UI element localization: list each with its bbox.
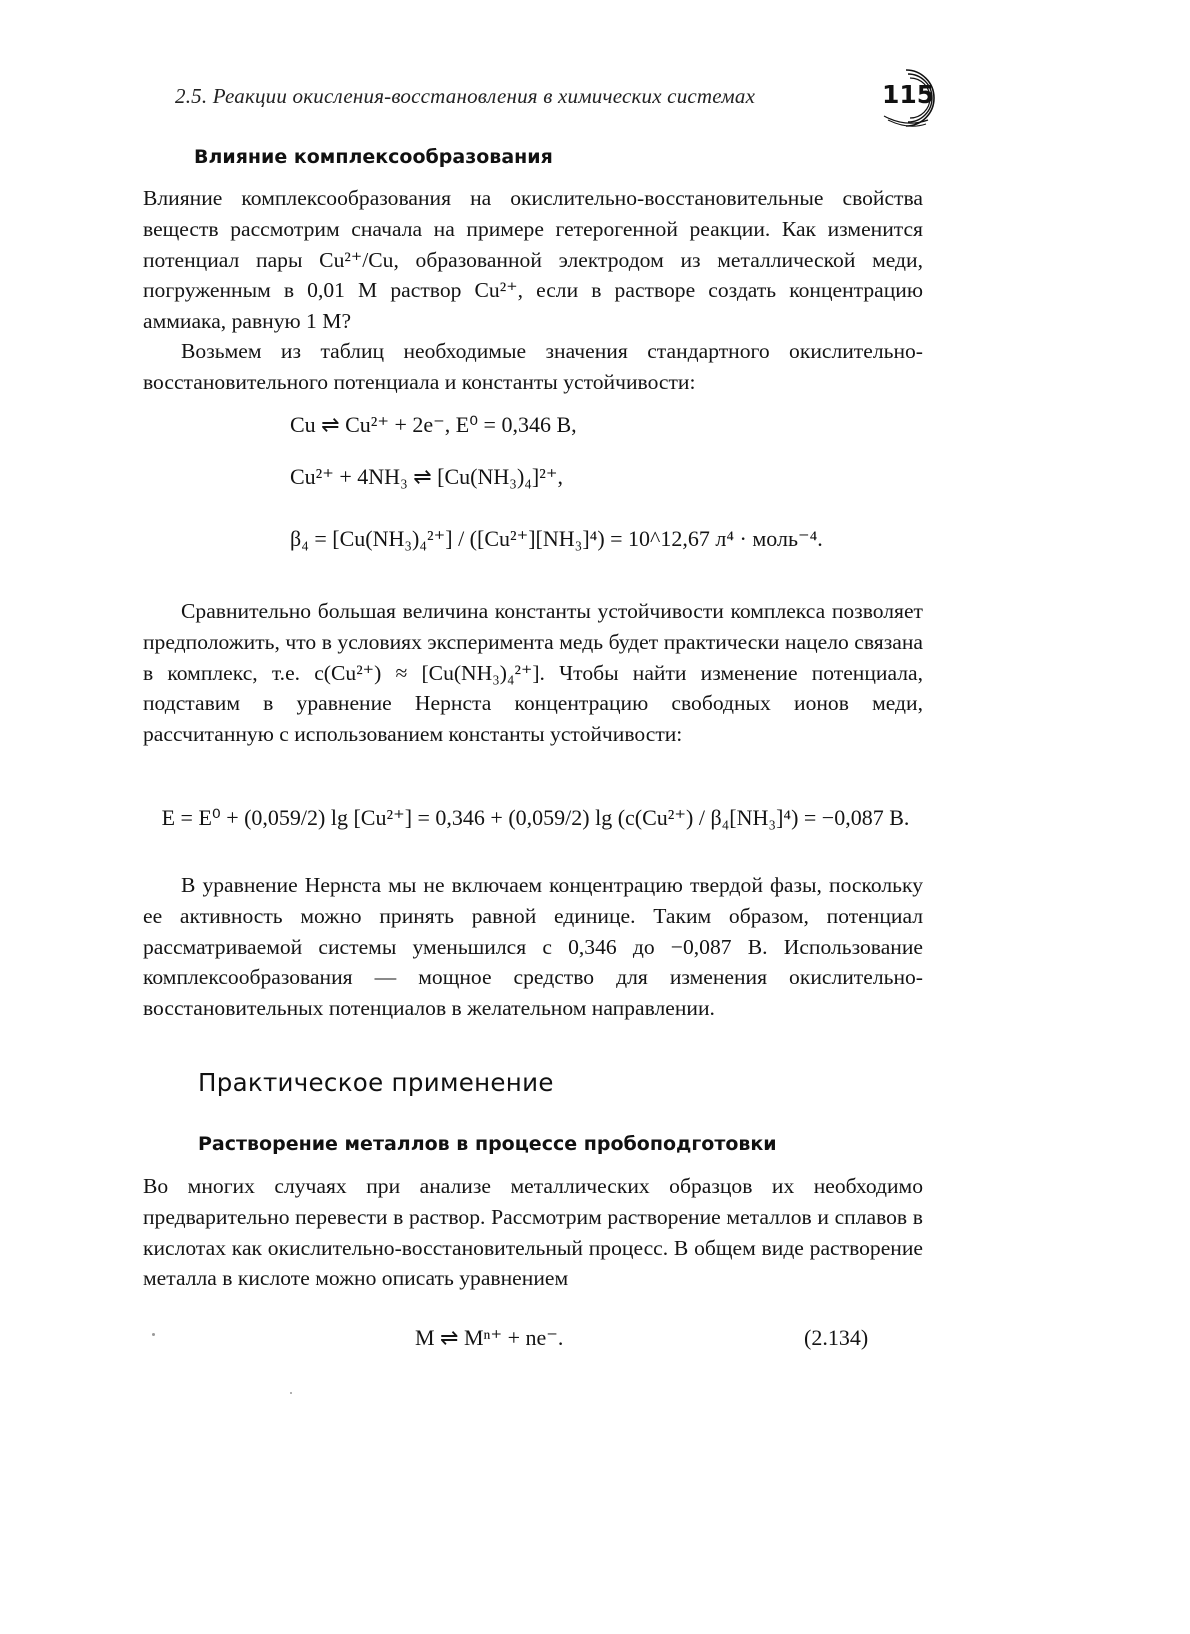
equation-ammine-complex: Cu²⁺ + 4NH₃ ⇌ [Cu(NH₃)₄]²⁺, xyxy=(290,464,563,489)
paragraph-intro-text: Влияние комплексообразования на окислительно-восстановительные свойства веществ рассмотрим сначала на примере гетерогенной реакции. Как изменится потенциал пары Cu²⁺/Cu, образованной электродом из металлической меди, погруженным в 0,01 M раствор Cu²⁺, если в растворе создать концентрацию аммиака, равную 1 M? xyxy=(143,186,923,334)
page-number: 115 xyxy=(882,80,935,109)
paragraph-dissolution xyxy=(143,1171,923,1294)
paragraph-stability-text: Сравнительно большая величина константы устойчивости комплекса позволяет предположить, что в условиях эксперимента медь будет практически нацело связана в комплекс, т.е. c(Cu²⁺) ≈ [Cu(NH₃)₄²⁺]. Чтобы найти изменение потенциала, подставим в уравнение Нернста концентрацию свободных ионов меди, рассчитанную с использованием константы устойчивости: xyxy=(143,599,923,747)
paragraph-conclusion xyxy=(143,870,923,1024)
paragraph-tables xyxy=(143,336,923,398)
equation-copper-oxidation: Cu ⇌ Cu²⁺ + 2e⁻, E⁰ = 0,346 В, xyxy=(290,412,577,437)
paragraph-dissolution-text: Во многих случаях при анализе металлических образцов их необходимо предварительно перевести в раствор. Рассмотрим растворение металлов и сплавов в кислотах как окислительно-восстановительный процесс. В общем виде растворение металла в кислоте можно описать уравнением xyxy=(143,1174,923,1291)
equation-nernst: E = E⁰ + (0,059/2) lg [Cu²⁺] = 0,346 + (0,059/2) lg (c(Cu²⁺) / β₄[NH₃]⁴) = −0,087 В. xyxy=(161,805,910,830)
equation-stability-constant: β₄ = [Cu(NH₃)₄²⁺] / ([Cu²⁺][NH₃]⁴) = 10^12,67 л⁴ · моль⁻⁴. xyxy=(290,526,823,551)
paragraph-stability xyxy=(143,596,923,750)
page-number-badge xyxy=(876,66,956,130)
running-header xyxy=(175,84,855,109)
paragraph-tables-text: Возьмем из таблиц необходимые значения стандартного окислительно-восстановительного потенциала и константы устойчивости: xyxy=(143,339,923,394)
running-title: 2.5. Реакции окисления-восстановления в химических системах xyxy=(175,84,756,108)
paragraph-conclusion-text: В уравнение Нернста мы не включаем концентрацию твердой фазы, поскольку ее активность можно принять равной единице. Таким образом, потенциал рассматриваемой системы уменьшился с 0,346 до −0,087 В. Использование комплексообразования — мощное средство для изменения окислительно-восстановительных потенциалов в желательном направлении. xyxy=(143,873,923,1021)
subsection-heading-dissolution: Растворение металлов в процессе пробоподготовки xyxy=(198,1133,777,1155)
scan-speck xyxy=(152,1333,155,1336)
paragraph-intro xyxy=(143,183,923,337)
scan-speck xyxy=(290,1392,292,1394)
section-heading-complexation: Влияние комплексообразования xyxy=(194,146,553,168)
section-heading-practical: Практическое применение xyxy=(198,1068,554,1097)
equation-number: (2.134) xyxy=(804,1325,869,1350)
equation-metal-dissolution: M ⇌ Mⁿ⁺ + ne⁻. xyxy=(415,1325,564,1350)
